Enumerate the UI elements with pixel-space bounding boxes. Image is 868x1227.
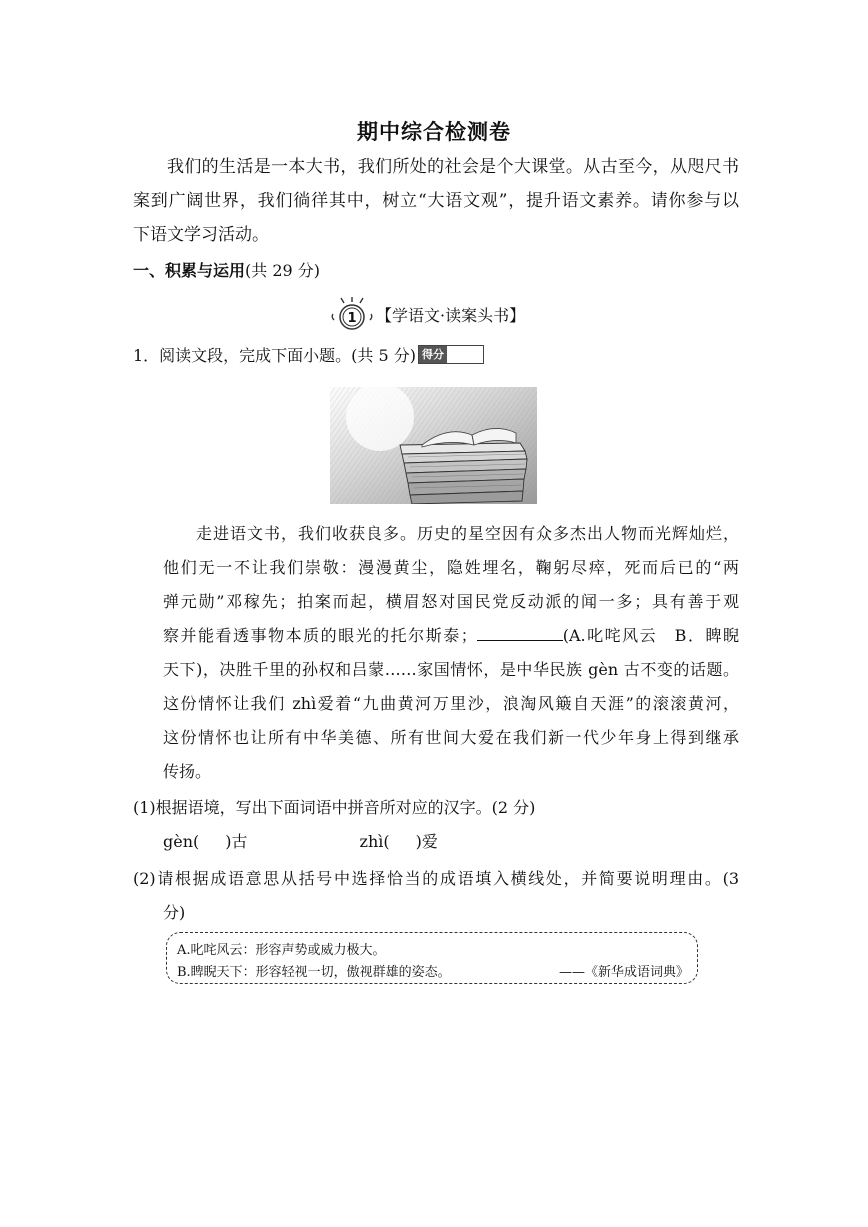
passage-line: 走进语文书，我们收获良多。历史的星空因有众多杰出人物而光辉灿烂， [196,524,739,543]
pinyin-item-gen-prefix: gèn( [163,832,200,851]
score-box-label: 得分 [419,346,447,363]
passage-line: 这份情怀也让所有中华美德、所有世间大爱在我们新一代少年身上得到继承 [163,728,739,747]
passage-line: 弹元勋”邓稼先；拍案而起，横眉怒对国民党反动派的闻一多；具有善于观 [163,592,739,611]
pinyin-item-gen-suffix: )古 [225,832,248,851]
intro-line: 我们的生活是一本大书，我们所处的社会是个大课堂。从古至今，从咫尺书 [167,157,739,177]
books-illustration [330,387,537,504]
idiom-answer-blank[interactable] [477,622,563,641]
number-badge-icon [330,297,374,331]
question-1-text: 1．阅读文段，完成下面小题。(共 5 分) [133,346,417,365]
question-1 [133,343,484,366]
intro-line: 案到广阔世界，我们徜徉其中，树立“大语文观”，提升语文素养。请你参与以 [133,191,739,211]
score-box-blank[interactable] [447,346,483,363]
page-title: 期中综合检测卷 [357,120,511,144]
subquestion-1: (1)根据语境，写出下面词语中拼音所对应的汉字。(2 分) [133,798,536,817]
passage-line-part: 察并能看透事物本质的眼光的托尔斯泰； [163,626,477,645]
definition-source: ——《新华成语词典》 [558,965,689,980]
passage-line: 他们无一不让我们崇敬：漫漫黄尘，隐姓埋名，鞠躬尽瘁，死而后已的“两 [163,558,739,577]
section-label: 一、积累与运用 [133,261,246,280]
activity-badge [330,296,525,332]
passage-line [163,619,739,653]
intro-line: 下语文学习活动。 [133,225,269,245]
intro-paragraph [133,150,739,252]
definition-b: B.睥睨天下：形容轻视一切，傲视群雄的姿态。 [177,965,451,980]
subquestion-2-line: 分) [163,903,186,922]
definition-a: A.叱咤风云：形容声势或威力极大。 [177,943,386,958]
badge-number: 1 [347,311,357,326]
passage-line: 传扬。 [163,762,212,781]
badge-label: 【学语文·读案头书】 [376,305,526,325]
section-heading [133,258,320,281]
pinyin-item-zhi-prefix: zhì( [359,832,390,851]
pinyin-answers [163,829,438,852]
passage-line-part: (A.叱咤风云 B．睥睨 [562,626,739,645]
idiom-definitions-box [166,932,698,984]
score-box[interactable] [418,345,484,364]
subquestion-2-line: (2)请根据成语意思从括号中选择恰当的成语填入横线处，并简要说明理由。(3 [133,869,739,888]
reading-passage [163,517,739,789]
passage-line: 天下)，决胜千里的孙权和吕蒙……家国情怀，是中华民族 gèn 古不变的话题。 [163,660,739,679]
pinyin-item-zhi-suffix: )爱 [415,832,438,851]
passage-line: 这份情怀让我们 zhì爱着“九曲黄河万里沙，浪淘风簸自天涯”的滚滚黄河， [163,694,739,713]
section-score: (共 29 分) [245,261,321,280]
subquestion-2 [133,862,739,930]
